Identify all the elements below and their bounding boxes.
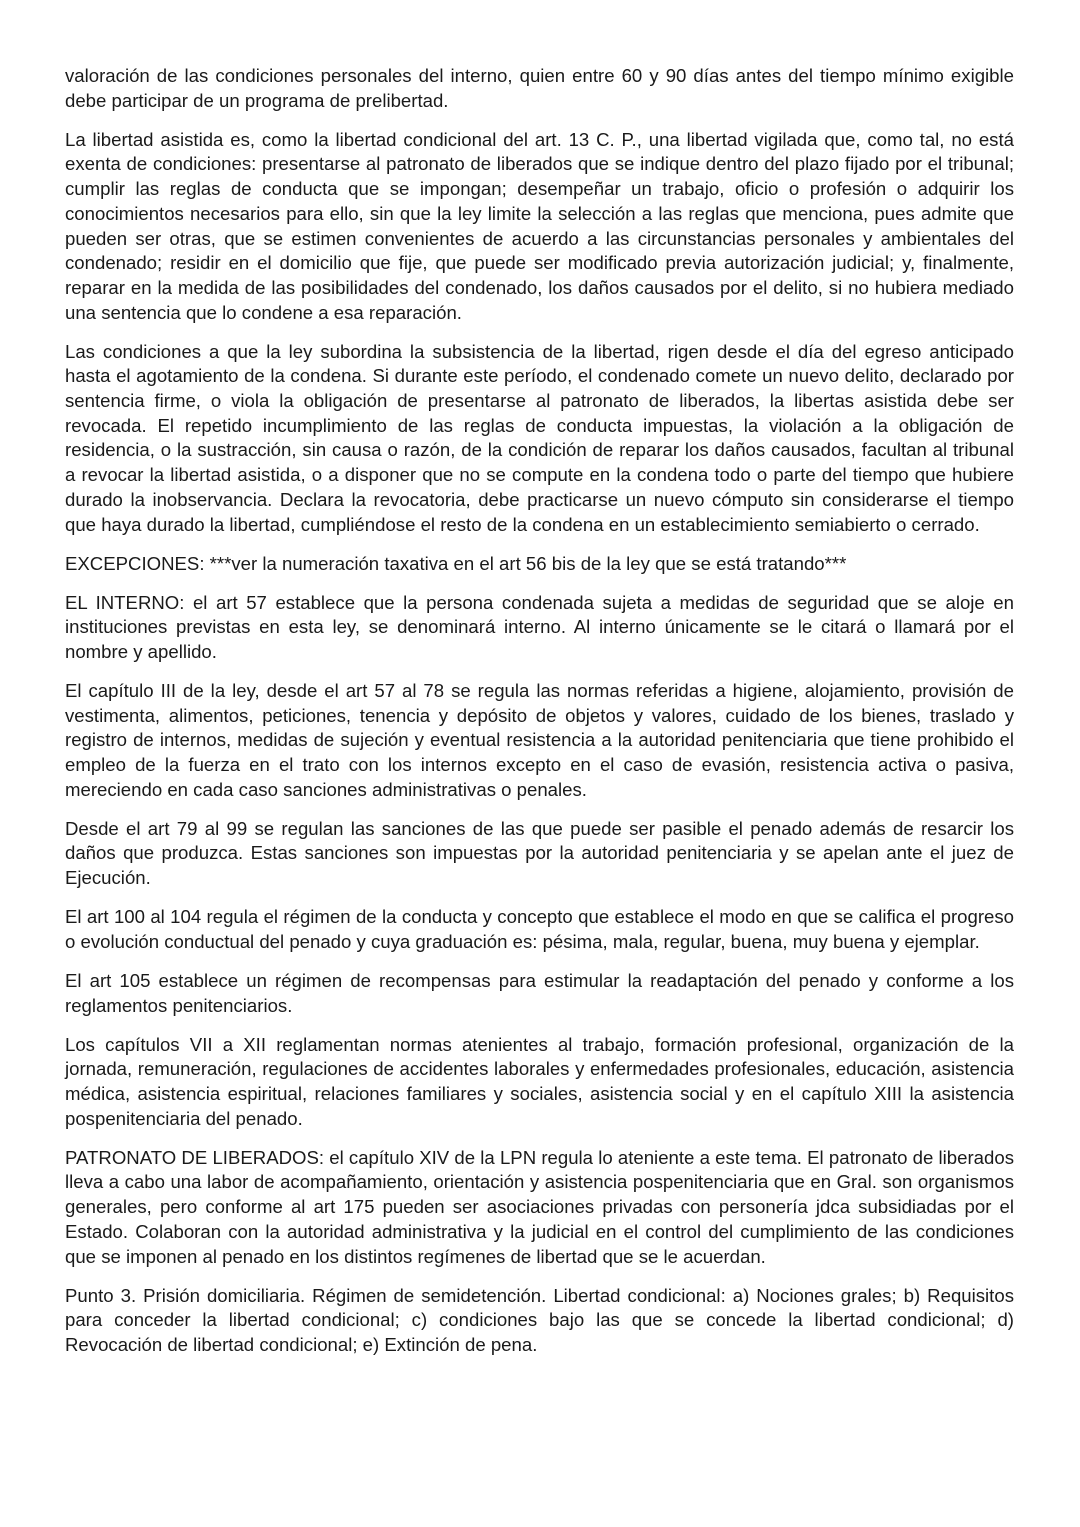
paragraph-capitulos-vii-xii: Los capítulos VII a XII reglamentan normas atenientes al trabajo, formación profesional, organización de la jornada, remuneración, regulaciones de accidentes laborales y enfermedades profesionales, educación, asistencia médica, asistencia espiritual, relaciones familiares y sociales, asistencia social y en el capítulo XIII la asistencia pospenitenciaria del penado. (65, 1033, 1014, 1129)
paragraph-punto-3: Punto 3. Prisión domiciliaria. Régimen de semidetención. Libertad condicional: a) Nociones grales; b) Requisitos para conceder la libertad condicional; c) condiciones bajo las que se concede la libertad condicional; d) Revocación de libertad condicional; e) Extinción de pena. (65, 1284, 1014, 1355)
paragraph-patronato: PATRONATO DE LIBERADOS: el capítulo XIV de la LPN regula lo ateniente a este tema. El patronato de liberados lleva a cabo una labor de acompañamiento, orientación y asistencia pospenitenciaria que en Gral. son organismos generales, pero conforme al art 175 pueden ser asociaciones privadas con personería jdca subsidiadas por el Estado. Colaboran con la autoridad administrativa y la judicial en el control del cumplimiento de las condiciones que se imponen al penado en los distintos regímenes de libertad que se le acuerdan. (65, 1146, 1014, 1267)
paragraph-excepciones: EXCEPCIONES: ***ver la numeración taxativa en el art 56 bis de la ley que se está tratando*** (65, 552, 847, 574)
paragraph-prelibertad: valoración de las condiciones personales del interno, quien entre 60 y 90 días antes del tiempo mínimo exigible debe participar de un programa de prelibertad. (65, 65, 1014, 111)
paragraph-sanciones: Desde el art 79 al 99 se regulan las sanciones de las que puede ser pasible el penado además de resarcir los daños que produzca. Estas sanciones son impuestas por la autoridad penitenciaria y se apelan ante el juez de Ejecución. (65, 817, 1014, 889)
paragraph-libertad-asistida: La libertad asistida es, como la libertad condicional del art. 13 C. P., una libertad vigilada que, como tal, no está exenta de condiciones: presentarse al patronato de liberados que se indique dentro del plazo fijado por el tribunal; cumplir las reglas de conducta que se impongan; desempeñar un trabajo, oficio o profesión o adquirir los conocimientos necesarios para ello, sin que la ley limite la selección a las reglas que menciona, pues admite que pueden ser otras, que se estimen convenientes de acuerdo a las circunstancias personales y ambientales del condenado; residir en el domicilio que fije, que puede ser modificado previa autorización judicial; y, finalmente, reparar en la medida de las posibilidades del condenado, los daños causados por el delito, si no hubiera mediado una sentencia que lo condene a esa reparación. (65, 128, 1014, 323)
paragraph-condiciones: Las condiciones a que la ley subordina la subsistencia de la libertad, rigen desde el día del egreso anticipado hasta el agotamiento de la condena. Si durante este período, el condenado comete un nuevo delito, declarado por sentencia firme, o viola la obligación de presentarse al patronato de liberados, la libertas asistida debe ser revocada. El repetido incumplimiento de las reglas de conducta impuestas, la violación a la obligación de residencia, o la sustracción, sin causa o razón, de la condición de reparar los daños causados, facultan al tribunal a revocar la libertad asistida, o a disponer que no se compute en la condena todo o parte del tiempo que hubiere durado la inobservancia. Declara la revocatoria, debe practicarse un nuevo cómputo sin considerarse el tiempo que haya durado la libertad, cumpliéndose el resto de la condena en un establecimiento semiabierto o cerrado. (65, 340, 1014, 535)
paragraph-recompensas: El art 105 establece un régimen de recompensas para estimular la readaptación del penado y conforme a los reglamentos penitenciarios. (65, 969, 1014, 1016)
paragraph-capitulo-iii: El capítulo III de la ley, desde el art 57 al 78 se regula las normas referidas a higiene, alojamiento, provisión de vestimenta, alimentos, peticiones, tenencia y depósito de objetos y valores, cuidado de los bienes, traslado y registro de internos, medidas de sujeción y eventual resistencia a la autoridad penitenciaria que tiene prohibido el empleo de la fuerza en el trato con los internos excepto en el caso de evasión, resistencia activa o pasiva, mereciendo en cada caso sanciones administrativas o penales. (65, 679, 1014, 800)
paragraph-el-interno: EL INTERNO: el art 57 establece que la persona condenada sujeta a medidas de seguridad que se aloje en instituciones previstas en esta ley, se denominará interno. Al interno únicamente se le citará o llamará por el nombre y apellido. (65, 591, 1014, 662)
paragraph-regimen-conducta: El art 100 al 104 regula el régimen de la conducta y concepto que establece el modo en que se califica el progreso o evolución conductual del penado y cuya graduación es: pésima, mala, regular, buena, muy buena y ejemplar. (65, 906, 1014, 952)
document-body (65, 64, 1014, 1358)
